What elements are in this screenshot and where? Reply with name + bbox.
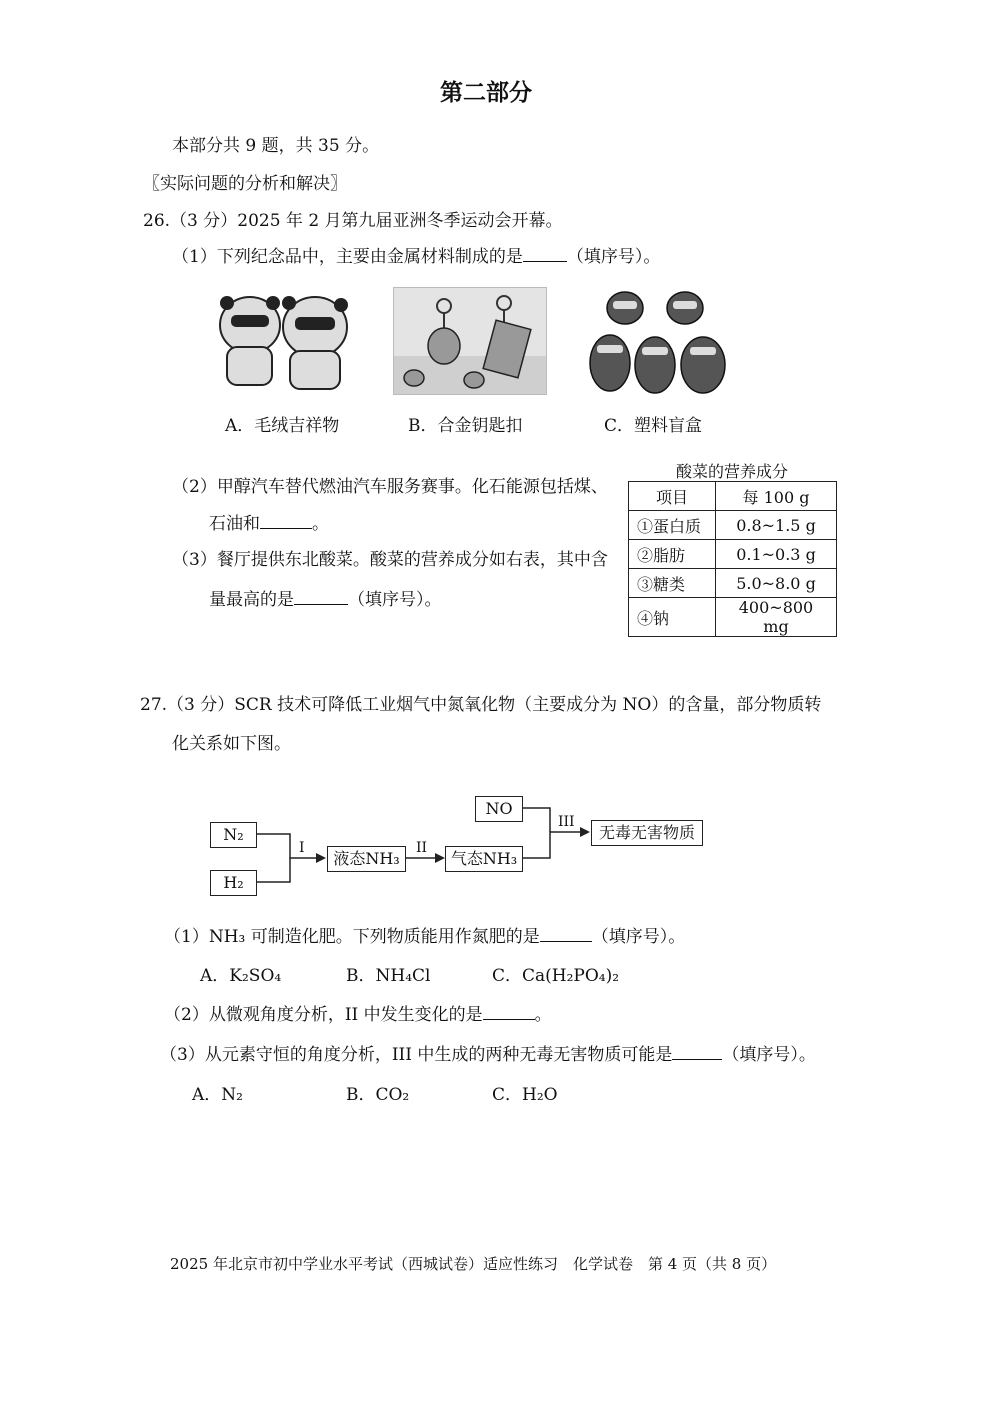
answer-blank[interactable] <box>294 590 348 605</box>
page-footer: 2025 年北京市初中学业水平考试（西城试卷）适应性练习 化学试卷 第 4 页（共 8 页） <box>170 1255 777 1273</box>
plush-mascot-image <box>205 285 360 395</box>
table-cell: 0.1~0.3 g <box>716 540 837 569</box>
q26-part2-line1: （2）甲醇汽车替代燃油汽车服务赛事。化石能源包括煤、 <box>172 477 608 497</box>
table-cell: 0.8~1.5 g <box>716 511 837 540</box>
q27-part1-suffix: （填序号）。 <box>591 927 686 947</box>
q27-part3-option-a: A．N₂ <box>192 1085 243 1105</box>
q26-part2-line2 <box>209 514 329 534</box>
section-heading: 〖实际问题的分析和解决〗 <box>143 174 347 194</box>
q26-part1 <box>172 247 660 267</box>
answer-blank[interactable] <box>540 927 592 942</box>
liquid-nh3-box: 液态NH₃ <box>327 846 406 872</box>
q26-part1-text: （1）下列纪念品中，主要由金属材料制成的是 <box>172 247 523 267</box>
table-cell: ①蛋白质 <box>629 511 716 540</box>
table-row <box>629 598 837 637</box>
q27-part1-text: （1）NH₃ 可制造化肥。下列物质能用作氮肥的是 <box>164 927 540 947</box>
gas-nh3-box: 气态NH₃ <box>445 846 523 872</box>
step-iii-label: III <box>558 814 575 830</box>
h2-box: H₂ <box>210 870 257 896</box>
q26-part3-line2 <box>209 590 442 610</box>
table-header-cell: 每 100 g <box>716 482 837 511</box>
page-title: 第二部分 <box>440 79 532 106</box>
step-ii-label: II <box>416 840 428 856</box>
harmless-product-box: 无毒无害物质 <box>591 820 703 846</box>
table-caption: 酸菜的营养成分 <box>676 462 789 481</box>
q27-part1-option-c: C．Ca(H₂PO₄)₂ <box>492 966 620 986</box>
q27-part2-suffix: 。 <box>534 1005 552 1025</box>
answer-blank[interactable] <box>483 1005 535 1020</box>
table-cell: ②脂肪 <box>629 540 716 569</box>
q26-part3-text: 量最高的是 <box>209 590 294 610</box>
table-cell: 400~800 mg <box>716 598 837 637</box>
q27-part3-option-b: B．CO₂ <box>346 1085 410 1105</box>
q26-part1-suffix: （填序号）。 <box>566 247 661 267</box>
table-header-row <box>629 482 837 511</box>
table-row <box>629 540 837 569</box>
table-row <box>629 569 837 598</box>
q26-part3-line1: （3）餐厅提供东北酸菜。酸菜的营养成分如右表，其中含 <box>172 550 608 570</box>
nutrition-table <box>628 481 837 637</box>
q27-stem-line2: 化关系如下图。 <box>172 734 291 754</box>
table-cell: ④钠 <box>629 598 716 637</box>
q27-part1-option-b: B．NH₄Cl <box>346 966 431 986</box>
q26-option-c: C．塑料盲盒 <box>604 416 703 436</box>
q26-stem: 26.（3 分）2025 年 2 月第九届亚洲冬季运动会开幕。 <box>143 211 563 231</box>
q27-part2 <box>164 1005 552 1025</box>
q27-part3 <box>160 1045 816 1065</box>
table-cell: 5.0~8.0 g <box>716 569 837 598</box>
q27-part3-suffix: （填序号）。 <box>722 1045 816 1065</box>
q27-part2-text: （2）从微观角度分析，II 中发生变化的是 <box>164 1005 483 1025</box>
q27-part3-option-c: C．H₂O <box>492 1085 558 1105</box>
alloy-keychain-image <box>393 287 547 395</box>
table-row <box>629 511 837 540</box>
q26-part3-suffix: （填序号）。 <box>348 590 442 610</box>
answer-blank[interactable] <box>260 514 312 529</box>
answer-blank[interactable] <box>672 1045 722 1060</box>
table-header-cell: 项目 <box>629 482 716 511</box>
answer-blank[interactable] <box>523 247 567 262</box>
q27-part1 <box>164 927 685 947</box>
table-cell: ③糖类 <box>629 569 716 598</box>
q26-part2-text: 石油和 <box>209 514 260 534</box>
q27-part3-text: （3）从元素守恒的角度分析，III 中生成的两种无毒无害物质可能是 <box>160 1045 673 1065</box>
no-box: NO <box>475 796 523 822</box>
q27-part1-option-a: A．K₂SO₄ <box>200 966 282 986</box>
q26-option-a: A．毛绒吉祥物 <box>225 416 340 436</box>
n2-box: N₂ <box>210 822 257 848</box>
q26-part2-suffix: 。 <box>312 514 329 534</box>
q27-stem-line1: 27.（3 分）SCR 技术可降低工业烟气中氮氧化物（主要成分为 NO）的含量，部分物质转 <box>140 695 822 715</box>
plastic-blind-box-image <box>585 283 740 395</box>
step-i-label: I <box>299 840 305 856</box>
q26-option-b: B．合金钥匙扣 <box>408 416 523 436</box>
intro-text: 本部分共 9 题，共 35 分。 <box>172 136 380 156</box>
